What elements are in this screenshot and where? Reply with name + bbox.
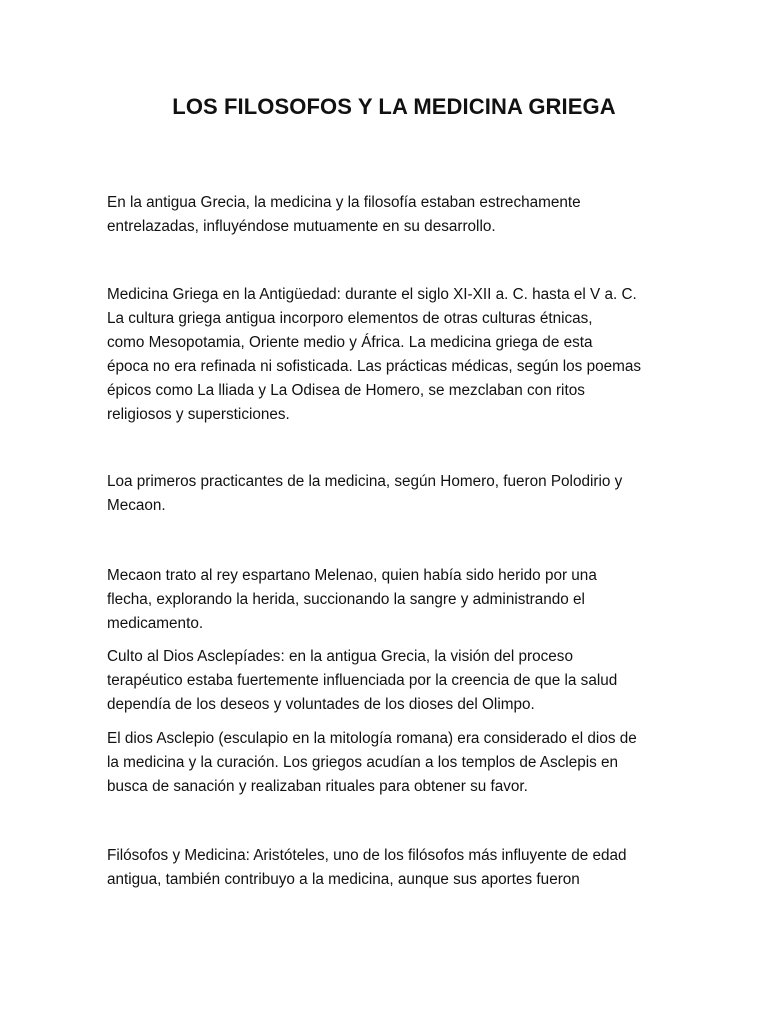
paragraph-line: épicos como La lliada y La Odisea de Homero, se mezclaban con ritos [107, 382, 585, 399]
paragraph-culto [107, 645, 667, 717]
paragraph-line: religiosos y supersticiones. [107, 406, 290, 423]
paragraph-line: época no era refinada ni sofisticada. Las prácticas médicas, según los poemas [107, 358, 641, 375]
paragraph-line: flecha, explorando la herida, succionando la sangre y administrando el [107, 591, 585, 608]
paragraph-line: La cultura griega antigua incorporo elementos de otras culturas étnicas, [107, 310, 593, 327]
paragraph-line: En la antigua Grecia, la medicina y la filosofía estaban estrechamente [107, 194, 581, 211]
paragraph-line: El dios Asclepio (esculapio en la mitología romana) era considerado el dios de [107, 730, 637, 747]
paragraph-line: terapéutico estaba fuertemente influenciada por la creencia de que la salud [107, 672, 618, 689]
paragraph-line: como Mesopotamia, Oriente medio y África. La medicina griega de esta [107, 334, 593, 351]
paragraph-line: entrelazadas, influyéndose mutuamente en su desarrollo. [107, 218, 496, 235]
paragraph-line: antigua, también contribuyo a la medicina, aunque sus aportes fueron [107, 871, 580, 888]
paragraph-line: dependía de los deseos y voluntades de los dioses del Olimpo. [107, 696, 535, 713]
paragraph-asclepio [107, 727, 667, 799]
document-title: LOS FILOSOFOS Y LA MEDICINA GRIEGA [172, 94, 616, 119]
paragraph-line: medicamento. [107, 615, 204, 632]
paragraph-practicantes [107, 470, 667, 518]
paragraph-line: Mecaon trato al rey espartano Melenao, quien había sido herido por una [107, 567, 597, 584]
paragraph-filosofos [107, 844, 667, 892]
paragraph-antiguedad [107, 283, 667, 427]
paragraph-line: Medicina Griega en la Antigüedad: durante el siglo XI-XII a. C. hasta el V a. C. [107, 286, 637, 303]
paragraph-line: Filósofos y Medicina: Aristóteles, uno de los filósofos más influyente de edad [107, 847, 627, 864]
paragraph-line: Loa primeros practicantes de la medicina, según Homero, fueron Polodirio y [107, 473, 623, 490]
paragraph-intro [107, 191, 667, 239]
paragraph-line: Mecaon. [107, 497, 166, 514]
paragraph-line: la medicina y la curación. Los griegos acudían a los templos de Asclepis en [107, 754, 619, 771]
paragraph-mecaon [107, 564, 667, 636]
paragraph-line: busca de sanación y realizaban rituales para obtener su favor. [107, 778, 528, 795]
paragraph-line: Culto al Dios Asclepíades: en la antigua Grecia, la visión del proceso [107, 648, 573, 665]
